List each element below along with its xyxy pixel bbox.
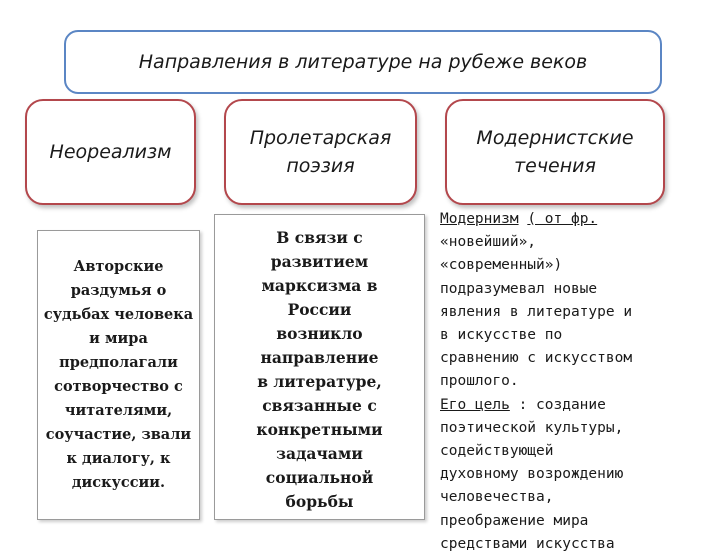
modernism-goal-line: содействующей [440,443,554,460]
modernism-goal-text: : создание [518,396,606,413]
modernism-term: Модернизм [440,211,519,227]
proletarian-line: борьбы [285,492,354,511]
proletarian-line: конкретными [256,420,383,439]
modernism-line: «новейший», [440,234,537,251]
modernism-line: ( от фр. [527,211,598,227]
modernism-line: явления в литературе и [440,303,633,320]
modernism-goal-line: духовному возрождению [440,466,624,483]
proletarian-line: России [287,300,352,319]
proletarian-line: возникло [276,324,363,343]
category-modernist-currents-label: Модернистские течения [476,127,634,177]
proletarian-line: задачами [276,444,363,463]
modernism-goal-line: человечества, [440,489,554,506]
title-box [64,30,662,94]
modernism-goal-term: Его цель [440,396,510,413]
modernism-goal-line: поэтической культуры, [440,419,624,436]
proletarian-line: направление [260,348,379,367]
modernism-first-line [440,208,720,231]
category-proletarian-poetry-label: Пролетарская поэзия [249,127,392,177]
proletarian-line: развитием [270,252,369,271]
proletarian-line: социальной [265,468,374,487]
modernism-description [428,208,720,552]
neorealism-description [37,230,200,520]
diagram-title: Направления в литературе на рубеже веков [138,51,588,73]
category-proletarian-poetry [224,99,417,205]
modernism-line: «современный») [440,257,563,274]
neorealism-description-text: Авторские раздумья о судьбах человека и мира предполагали сотворчество с читателями, соучастие, звали к диалогу, к дискуссии. [43,258,194,491]
proletarian-line: в литературе, [257,372,382,391]
category-neorealism-label: Неореализм [49,141,172,163]
modernism-line: прошлого. [440,373,519,390]
modernism-line: подразумевал новые [440,280,598,297]
modernism-line: сравнению с искусством [440,350,633,367]
proletarian-line: В связи с [276,228,363,247]
category-neorealism [25,99,196,205]
proletarian-line: связанные с [262,396,377,415]
modernism-goal-line: средствами искусства [440,535,615,552]
proletarian-description [214,214,425,520]
modernism-line: в искусстве по [440,327,563,344]
modernism-goal-line [440,394,720,417]
modernism-goal-line: преображение мира [440,512,589,529]
category-modernist-currents [445,99,665,205]
proletarian-line: марксизма в [261,276,378,295]
